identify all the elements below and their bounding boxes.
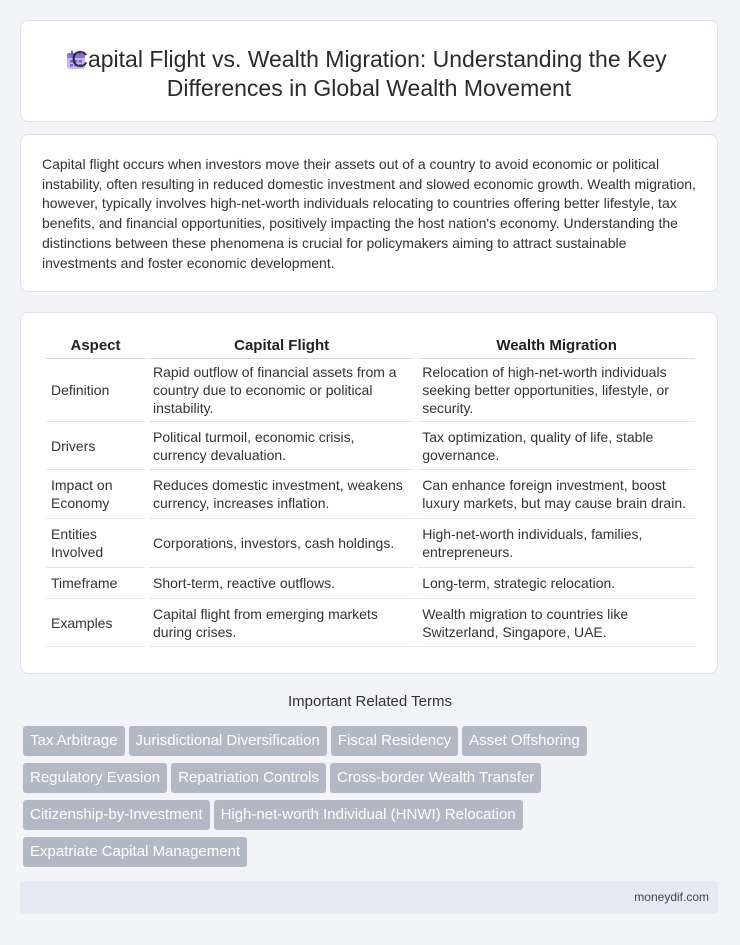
row-aspect: Drivers	[46, 422, 145, 470]
header-aspect: Aspect	[46, 335, 145, 359]
table-header-row	[46, 335, 695, 359]
related-term-tag[interactable]: High-net-worth Individual (HNWI) Relocation	[214, 800, 523, 830]
table-row	[46, 422, 695, 470]
row-wealth-migration: Long-term, strategic relocation.	[418, 568, 695, 599]
related-term-tag[interactable]: Fiscal Residency	[331, 726, 458, 756]
related-term-tag[interactable]: Regulatory Evasion	[23, 763, 167, 793]
table-row	[46, 519, 695, 568]
row-aspect: Impact on Economy	[46, 470, 145, 519]
related-term-tag[interactable]: Asset Offshoring	[462, 726, 587, 756]
row-capital-flight: Rapid outflow of financial assets from a country due to economic or political instability.	[149, 359, 414, 422]
title-card	[20, 20, 718, 122]
table-row	[46, 599, 695, 647]
footer-site[interactable]: moneydif.com	[634, 890, 709, 904]
footer-bar	[20, 881, 718, 914]
related-term-tag[interactable]: Repatriation Controls	[171, 763, 326, 793]
intro-card	[20, 134, 718, 292]
row-capital-flight: Capital flight from emerging markets during crises.	[149, 599, 414, 647]
related-term-tag[interactable]: Expatriate Capital Management	[23, 837, 247, 867]
related-terms-title: Important Related Terms	[288, 693, 452, 710]
comparison-table	[42, 335, 699, 647]
page-title: Capital Flight vs. Wealth Migration: Understanding the Key Differences in Global Wealth Movement	[71, 46, 667, 101]
row-capital-flight: Corporations, investors, cash holdings.	[149, 519, 414, 568]
row-wealth-migration: Relocation of high-net-worth individuals seeking better opportunities, lifestyle, or security.	[418, 359, 695, 422]
header-wealth-migration: Wealth Migration	[418, 335, 695, 359]
related-term-tag[interactable]: Tax Arbitrage	[23, 726, 125, 756]
related-term-tag[interactable]: Citizenship-by-Investment	[23, 800, 210, 830]
row-wealth-migration: Tax optimization, quality of life, stable governance.	[418, 422, 695, 470]
table-row	[46, 568, 695, 599]
row-capital-flight: Short-term, reactive outflows.	[149, 568, 414, 599]
comparison-card	[20, 312, 718, 674]
row-wealth-migration: Wealth migration to countries like Switzerland, Singapore, UAE.	[418, 599, 695, 647]
row-capital-flight: Political turmoil, economic crisis, currency devaluation.	[149, 422, 414, 470]
related-term-tag[interactable]: Jurisdictional Diversification	[129, 726, 327, 756]
header-capital-flight: Capital Flight	[149, 335, 414, 359]
related-term-tag[interactable]: Cross-border Wealth Transfer	[330, 763, 541, 793]
related-terms-list	[23, 726, 663, 874]
table-row	[46, 359, 695, 422]
intro-paragraph: Capital flight occurs when investors move their assets out of a country to avoid economic or political instability, often resulting in reduced domestic investment and slowed economic growth. Wealth migration, however, typically involves high-net-worth individuals relocating to countries offering better lifestyle, tax benefits, and financial opportunities, positively impacting the host nation's economy. Understanding the distinctions between these phenomena is crucial for policymakers aiming to attract sustainable investments and foster economic development.	[42, 156, 696, 271]
row-aspect: Entities Involved	[46, 519, 145, 568]
row-wealth-migration: Can enhance foreign investment, boost luxury markets, but may cause brain drain.	[418, 470, 695, 519]
row-wealth-migration: High-net-worth individuals, families, entrepreneurs.	[418, 519, 695, 568]
table-row	[46, 470, 695, 519]
row-aspect: Timeframe	[46, 568, 145, 599]
row-capital-flight: Reduces domestic investment, weakens currency, increases inflation.	[149, 470, 414, 519]
row-aspect: Examples	[46, 599, 145, 647]
row-aspect: Definition	[46, 359, 145, 422]
